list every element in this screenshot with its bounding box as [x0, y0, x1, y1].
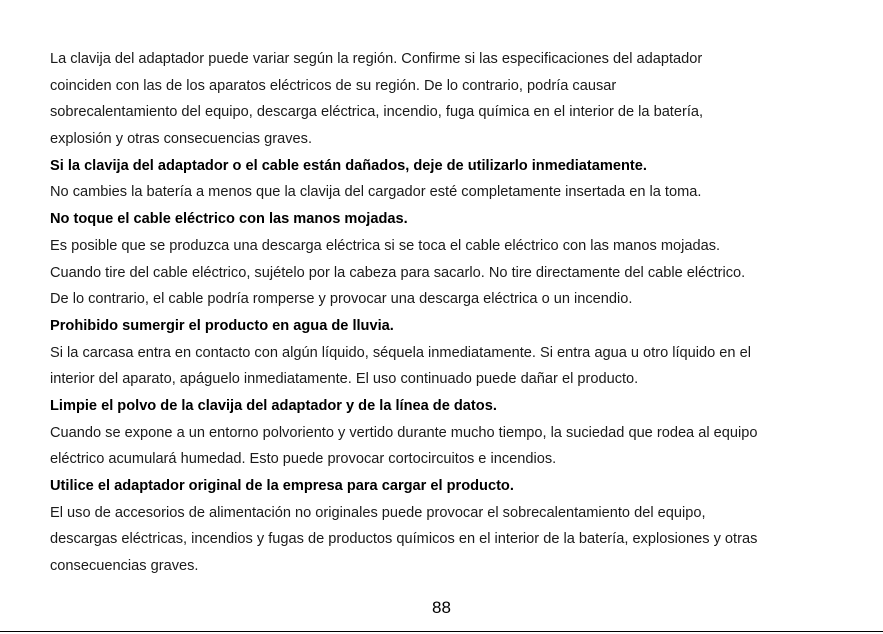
text-line: Si la carcasa entra en contacto con algún líquido, séquela inmediatamente. Si entra agua u otro líquido en el — [50, 344, 751, 361]
text-line: interior del aparato, apáguelo inmediatamente. El uso continuado puede dañar el producto. — [50, 371, 639, 388]
text-line: No cambies la batería a menos que la clavija del cargador esté completamente insertada en la toma. — [50, 184, 702, 201]
text-line: eléctrico acumulará humedad. Esto puede provocar cortocircuitos e incendios. — [50, 451, 557, 468]
text-line: El uso de accesorios de alimentación no originales puede provocar el sobrecalentamiento del equipo, — [50, 504, 706, 521]
text-line: La clavija del adaptador puede variar según la región. Confirme si las especificaciones del adaptador — [50, 51, 703, 67]
text-line: sobrecalentamiento del equipo, descarga eléctrica, incendio, fuga química en el interior de la batería, — [50, 104, 704, 121]
text-line: Cuando tire del cable eléctrico, sujételo por la cabeza para sacarlo. No tire directamente del cable eléctrico. — [50, 264, 746, 281]
text-line: descargas eléctricas, incendios y fugas de productos químicos en el interior de la batería, explosiones y otras — [50, 531, 758, 548]
page-bottom-divider — [0, 631, 883, 632]
warning-heading: No toque el cable eléctrico con las manos mojadas. — [50, 211, 408, 228]
warning-heading: Limpie el polvo de la clavija del adaptador y de la línea de datos. — [50, 397, 497, 414]
page-number: 88 — [432, 598, 451, 617]
text-line: De lo contrario, el cable podría romperse y provocar una descarga eléctrica o un incendio. — [50, 291, 633, 308]
text-line: coinciden con las de los aparatos eléctricos de su región. De lo contrario, podría causar — [50, 77, 617, 94]
text-line: Es posible que se produzca una descarga eléctrica si se toca el cable eléctrico con las manos mojadas. — [50, 237, 721, 254]
text-line: consecuencias graves. — [50, 558, 199, 575]
warning-heading: Utilice el adaptador original de la empresa para cargar el producto. — [50, 478, 514, 494]
safety-text-block — [50, 46, 850, 580]
text-line: Cuando se expone a un entorno polvoriento y vertido durante mucho tiempo, la suciedad que rodea al equipo — [50, 424, 758, 441]
warning-heading: Si la clavija del adaptador o el cable están dañados, deje de utilizarlo inmediatamente. — [50, 157, 647, 174]
warning-heading: Prohibido sumergir el producto en agua de lluvia. — [50, 317, 394, 334]
text-line: explosión y otras consecuencias graves. — [50, 131, 313, 148]
